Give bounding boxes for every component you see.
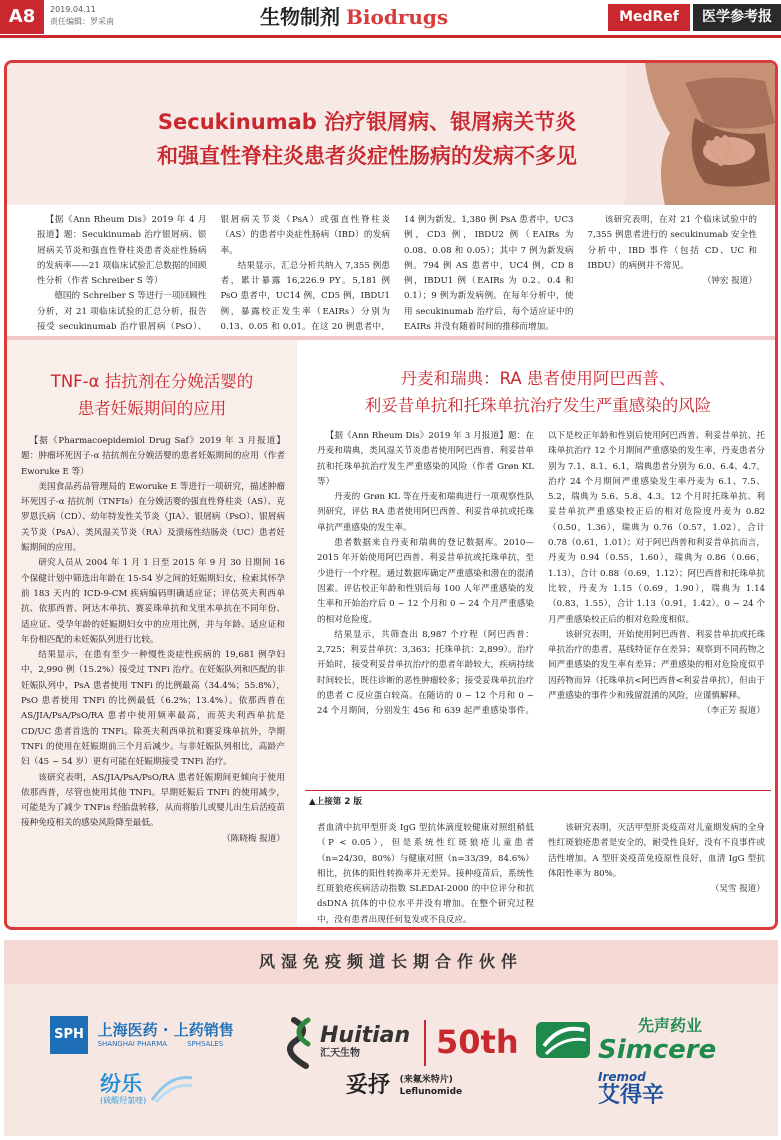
huitian-logo bbox=[320, 1024, 410, 1060]
article2-title: TNF-α 拮抗剂在分娩活婴的 患者妊娠期间的应用 bbox=[50, 372, 254, 418]
iremod-logo-cn: 艾得辛 bbox=[598, 1083, 665, 1108]
huitian-divider bbox=[424, 1020, 426, 1066]
article2-author: （陈晓梅 报道） bbox=[222, 833, 285, 844]
article1-title: Secukinumab 治疗银屑病、银屑病关节炎 和强直性脊柱炎患者炎症性肠病的发病不多见 bbox=[157, 110, 577, 168]
simcere-logo-cn: 先声药业 bbox=[638, 1016, 703, 1035]
article3-body bbox=[317, 429, 765, 814]
article3-paragraph: 【据《Ann Rheum Dis》2019 年 3 月报道】题：在丹麦和瑞典，类风湿关节炎患者使用阿巴西普、利妥昔单抗和托珠单抗治疗发生严重感染的风险（作者 Grøn KL 等） bbox=[317, 431, 534, 487]
article3-paragraph: 该研究表明，开始使用阿巴西普、利妥昔单抗或托珠单抗治疗的患者，基线特征存在差异；观察到不同药物之间严重感染的发生率有差异；严重感染的相对危险度似乎因药物而异（托珠单抗<阿巴西普<利妥昔单抗），但由于严重感染的事件少和残留混淆的风险，应谨慎解释。 bbox=[548, 629, 765, 702]
sph-logo-name: 上海医药 bbox=[97, 1021, 158, 1039]
sph-logo-sub: SHANGHAI PHARMA bbox=[97, 1040, 168, 1048]
article4-author: （吴雪 报道） bbox=[710, 884, 765, 895]
partners-section bbox=[4, 940, 778, 1136]
article2-body bbox=[21, 434, 285, 847]
header-rule bbox=[0, 35, 781, 38]
article4-paragraph: 该研究表明，灭活甲型肝炎疫苗对儿童期发病的全身性红斑狼疮患者是安全的，耐受性良好，没有不良事件或活性增加。A 型肝炎疫苗免疫原性良好，血清 IgG 型抗体阳性率为 80%。 bbox=[548, 823, 765, 879]
fenle-logo bbox=[100, 1072, 146, 1106]
article4-paragraph: 者血清中抗甲型肝炎 IgG 型抗体滴度较健康对照组稍低（P < 0.05），但是系统性红斑狼疮儿童患者（n=24/30，80%）与健康对照（n=33/39，84.6%）相比，抗体的阳性转换率并无差异。接种疫苗后，系统性红斑狼疮疾病活动指数 SLEDAI-2000 的中位评分和抗 dsDNA 抗体的中位水平并没有增加。在整个研究过程中，没有患者出现任何复发或不良反应。 bbox=[317, 823, 534, 925]
article3-author: （李正芳 报道） bbox=[702, 706, 765, 717]
sph-logo: SPH 上海医药 · 上药销售 SHANGHAI PHARMA SPHSALES bbox=[50, 1016, 234, 1054]
article2-paragraph: 【据《Pharmacoepidemiol Drug Saf》2019 年 3 月报道】题：肿瘤坏死因子-α 拮抗剂在分娩活婴的患者妊娠期间的应用（作者 Eworuke E 等） bbox=[21, 436, 285, 477]
article3-paragraph: 结果显示，共筛查出 8,987 个疗程（阿巴西普：2,725；利妥昔单抗：3,363；托珠单抗：2,899）。治疗开始时，接受利妥昔单抗治疗的患者年龄较大，疾病持续时间较长，既往诊断的恶性肿瘤较多；接受妥珠单抗治疗的患者 C 反应蛋白较高。在随访的 0 ~ 12 个月和 0 ~ 24 个月期间，分别发生 456 和 639 起严重感染事件。以下是校正年龄和性别后使用阿巴西普、利妥昔单抗、托珠单抗治疗 12 个月期间严重感染的发生率，丹麦患者分别为 7.1、8.1、6.1，瑞典患者分别为 6.0、6.4、4.7。治疗 24 个月期间严重感染发生率丹麦为 6.1、7.5、5.2，瑞典为 5.6、5.8、4.3。12 个月时托珠单抗、利妥昔单抗严重感染校正后的相对危险度丹麦为 0.82（0.50，1.36），瑞典为 0.76（0.57，1.02），合计 0.78（0.61，1.01）；对于阿巴西普和利妥昔单抗而言，丹麦为 0.94（0.55，1.60），瑞典为 0.86（0.66，1.13），合计 0.88（0.69，1.12）；阿巴西普和托珠单抗比较，丹麦为 1.15（0.69，1.90），瑞典为 1.14（0.83，1.55），合计 1.13（0.91，1.42）。0 ~ 24 个月严重感染校正后的相对危险度相似。 bbox=[317, 431, 765, 717]
fenle-logo-name: 纷乐 bbox=[100, 1072, 142, 1096]
brand-newspaper-name: 医学参考报 bbox=[693, 4, 781, 31]
article2-panel bbox=[7, 340, 297, 930]
simcere-emblem-icon bbox=[534, 1016, 594, 1062]
issue-meta bbox=[50, 4, 114, 28]
back-pain-photo bbox=[625, 63, 775, 205]
article1-paragraph: 结果显示，汇总分析共纳入 7,355 例患者，累计暴露 16,226.9 PY。5,181 例 PsO 患者中，UC14 例，CD5 例，IBDU1 例，暴露校正发生率（EAIRs）分别为 0.13、0.05 和 0.01。在这 20 例患者中，14 例为新发。1,380 例 PsA 患者中，UC3 例，CD3 例，IBDU2 例（EAIRs 为 0.08、0.08 和 0.05）；其中 7 例为新发病例。794 例 AS 患者中，UC4 例，CD 8 例，IBDU1 例（EAIRs 为 0.2、0.4 和 0.1）；9 例为新发病例。在每年分析中，使用 secukinumab 治疗后，每个适应证中的 EAIRs 并没有随着时间的推移而增加。 bbox=[220, 215, 574, 333]
partners-title: 风湿免疫频道长期合作伙伴 bbox=[258, 952, 523, 971]
page-number: A8 bbox=[0, 0, 44, 34]
issue-date: 2019.04.11 bbox=[50, 5, 96, 14]
tuoshu-logo-sub: (来氟米特片) bbox=[399, 1075, 453, 1085]
article3-title: 丹麦和瑞典：RA 患者使用阿巴西普、 利妥昔单抗和托珠单抗治疗发生严重感染的风险 bbox=[364, 369, 712, 415]
article4-body bbox=[317, 821, 765, 930]
editor-credit: 责任编辑：罗采南 bbox=[50, 17, 114, 26]
article1-paragraph: 【据《Ann Rheum Dis》2019 年 4 月报道】题：Secukinumab 治疗银屑病、银屑病关节炎和强直性脊柱炎患者炎症性肠病的发病率——21 项临床试验汇总数据的回顾性分析（作者 Schreiber S 等） bbox=[37, 215, 207, 287]
article2-paragraph: 研究人员从 2004 年 1 月 1 日至 2015 年 9 月 30 日期间 16 个保健计划中筛选出年龄在 15-54 岁之间的妊娠期妇女，检索其怀孕前 183 天内的 ICD-9-CM 疾病编码明确适应证；评估英夫利西单抗、依那西普、阿达木单抗、赛妥珠单抗和戈里木单抗在不同年份、适应证、受孕年龄的妊娠期妇女中的应用比例，并与年龄、适应证和年份相匹配的未妊娠队列进行比较。 bbox=[21, 558, 285, 645]
continuation-rule bbox=[305, 790, 771, 791]
article2-paragraph: 该研究表明，AS/JIA/PsA/PsO/RA 患者妊娠期间更倾向于使用依那西普，尽管也使用其他 TNFi。早期妊娠后 TNFi 的使用减少，可能是为了减少 TNFis 经胎盘转移，从而将胎儿或婴儿出生后活疫苗接种免疫相关的感染风险降至最低。 bbox=[21, 772, 285, 829]
articles-frame bbox=[4, 60, 778, 930]
simcere-logo-en: Simcere bbox=[598, 1035, 717, 1065]
article1-author: （钟宏 报道） bbox=[702, 276, 757, 287]
hero-banner bbox=[7, 63, 775, 205]
huitian-logo-sub: 汇天生物 bbox=[320, 1048, 360, 1059]
sph-sales-sub: SPHSALES bbox=[187, 1040, 224, 1048]
brand-medref: MedRef bbox=[608, 4, 690, 31]
huitian-logo-name: Huitian bbox=[320, 1023, 411, 1048]
simcere-logo bbox=[598, 1016, 716, 1064]
article3-paragraph: 丹麦的 Grøn KL 等在丹麦和瑞典进行一项观察性队列研究，评估 RA 患者使用阿巴西普、利妥昔单抗或托珠单抗严重感染的发生率。 bbox=[317, 492, 534, 533]
fenle-logo-sub: (硫酸羟氯喹) bbox=[100, 1096, 147, 1105]
huitian-helix-icon bbox=[286, 1016, 316, 1070]
tuoshu-logo-en: Leflunomide bbox=[399, 1087, 463, 1097]
article3-paragraph: 患者数据来自丹麦和瑞典的登记数据库。2010—2015 年开始使用阿巴西普、利妥昔单抗或托珠单抗，至少进行一个疗程。通过数据库确定严重感染和潜在的混淆因素。评估校正年龄和性别后每 100 人年严重感染的发生率和开始治疗后 0 ~ 12 个月和 0 ~ 24 个月严重感染的相对危险度。 bbox=[317, 538, 534, 625]
article2-paragraph: 结果显示，在患有至少一种慢性炎症性疾病的 19,681 例孕妇中，2,990 例（15.2%）接受过 TNFi 治疗。在妊娠队列和匹配的非妊娠队列中，PsA 患者使用 TNFi 的比例最高（34.4%；55.8%），PsO 患者使用 TNFi 的比例最低（6.2%；13.4%）。依那西普在 AS/JIA/PsA/PsO/RA 患者中使用频率最高，而英夫利西单抗是 CD/UC 患者首选的 TNFi。除英夫利西单抗和赛妥珠单抗外，孕期 TNFi 的使用在妊娠期前三个月后减少。与非妊娠队列相比，高龄产妇（45 ~ 54 岁）更有可能在妊娠期接受 TNFi 治疗。 bbox=[21, 650, 285, 768]
masthead bbox=[0, 0, 781, 34]
tuoshu-logo-name: 妥抒 bbox=[346, 1073, 391, 1098]
article1-paragraph: 德国的 Schreiber S 等进行一项回顾性分析，对 21 项临床试验的汇总分析，报告接受 secukinumab 治疗银屑病（PsO）、银屑病关节炎（PsA）或强直性脊柱炎（AS）的患者中炎症性肠病（IBD）的发病率。 bbox=[37, 215, 390, 333]
huitian-50th-badge: 50th bbox=[436, 1023, 519, 1061]
article1-body bbox=[37, 213, 757, 353]
sph-sales-name: 上药销售 bbox=[173, 1021, 234, 1039]
section-title-en: Biodrugs bbox=[346, 5, 449, 29]
continued-from-label: ▲上接第 2 版 bbox=[309, 797, 362, 807]
sph-logo-icon: SPH bbox=[50, 1016, 88, 1054]
article1-paragraph: 该研究表明，在对 21 个临床试验中的 7,355 例患者进行的 secukinumab 安全性分析中，IBD 事件（包括 CD、UC 和 IBDU）的病例并不常见。 bbox=[587, 215, 757, 271]
fenle-swirl-icon bbox=[150, 1074, 194, 1104]
iremod-logo bbox=[598, 1070, 664, 1108]
section-title bbox=[260, 2, 448, 32]
article2-paragraph: 美国食品药品管理局的 Eworuke E 等进行一项研究，描述肿瘤坏死因子-α 拮抗剂（TNFIs）在分娩活婴的强直性脊柱炎（AS）、克罗恩氏病（CD）、幼年特发性关节炎（JIA）、银屑病（PsO）、银屑病关节炎（PsA）、类风湿关节炎（RA）及溃疡性结肠炎（UC）患者妊娠期间的应用。 bbox=[21, 481, 285, 554]
tuoshu-logo bbox=[346, 1072, 462, 1100]
iremod-logo-en: Iremod bbox=[598, 1070, 646, 1084]
section-title-cn: 生物制剂 bbox=[260, 5, 340, 29]
